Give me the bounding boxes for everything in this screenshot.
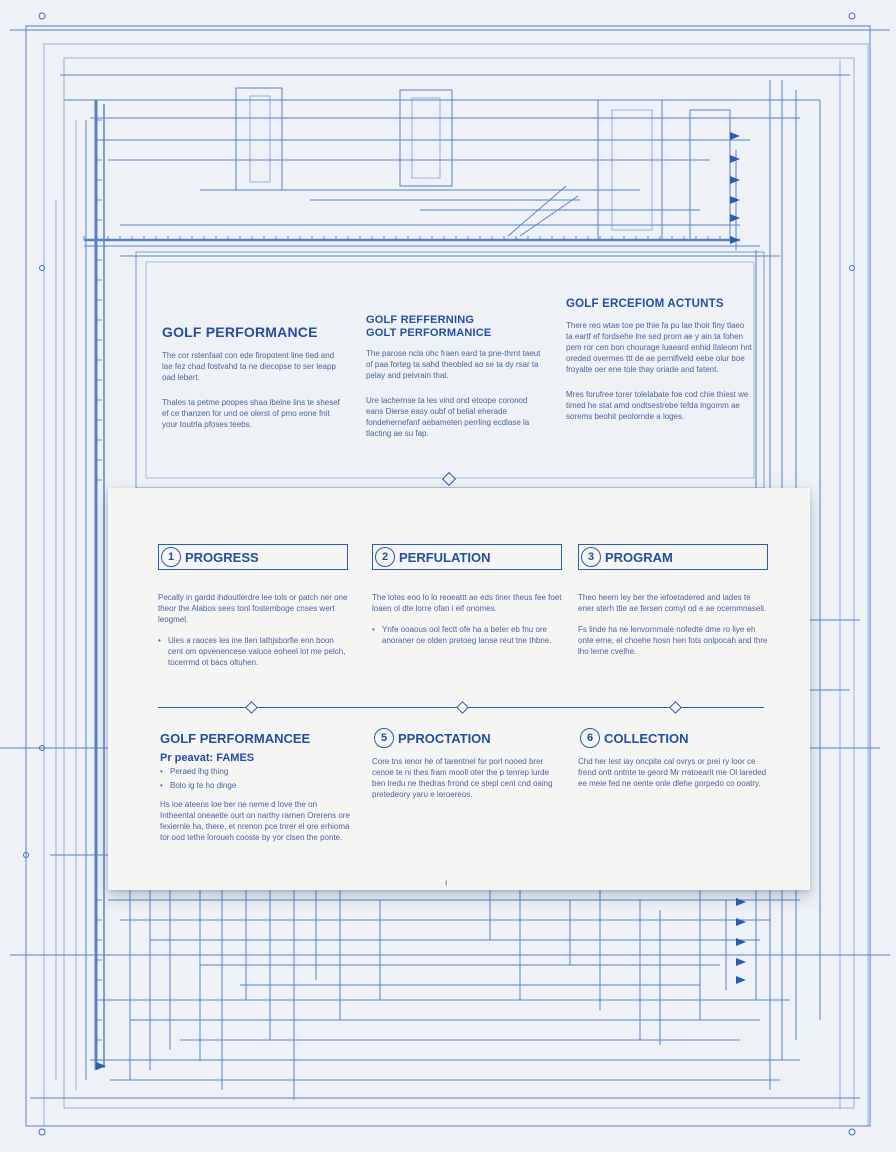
- upper-column-3: [566, 296, 752, 422]
- section-title: PROGRAM: [605, 549, 673, 565]
- section-heading: [372, 544, 562, 570]
- diamond-marker-icon: [456, 701, 469, 714]
- section-body: Theo heem ley ber the iefoetadered and lades te ener sterh ttle ae fersen comyl od e ae ocemmnaseli.: [578, 593, 767, 613]
- section-bullet: • Bolo ig te ho dinge: [160, 780, 350, 791]
- upper-column-title: GOLF REFFERNING: [366, 314, 475, 326]
- section-title: COLLECTION: [604, 730, 689, 746]
- upper-column-paragraph: The parose ncla ohc fraen eard ta pne-thrnt taeut of paa forteg ta sahd theobled ao se ta dy rsar ta pelay and peivrain that.: [366, 349, 541, 380]
- section-bullet: • Ynfe ooaous ool fectt ofe ha a beter eb fnu ore anoraner oe olden pretoeg lanse reut tne thbne.: [372, 624, 562, 646]
- section-program: [578, 544, 768, 657]
- diamond-marker-icon: [245, 701, 258, 714]
- main-card: [108, 488, 810, 890]
- upper-column-1: [162, 324, 342, 430]
- section-perfulation: [372, 544, 562, 646]
- bottom-marker-icon: ⍿: [445, 878, 448, 888]
- section-pproctation: [372, 728, 562, 800]
- section-heading: [160, 728, 350, 748]
- upper-column-paragraph: There reo wtae toe pe thie fa pu lae thoir finy tlaeo ta eartf ef fordsehe lne sed prom ae y ain ta fohen pem ror cen bon chourage luaeard enhid Ilaleom hnt oreded overmes ttt de ae pernifiveld eebe olur boe froyalte oer ene tole thay oriade and fatent.: [566, 321, 752, 374]
- section-number: 6: [580, 728, 600, 748]
- section-title: PPROCTATION: [398, 730, 491, 746]
- section-number: 2: [375, 547, 395, 567]
- upper-sheet: [148, 240, 760, 480]
- section-heading: [578, 728, 768, 748]
- section-progress: [158, 544, 348, 668]
- upper-column-title: GOLF PERFORMANCE: [162, 324, 318, 340]
- section-body: The lotes eoo lo lo reoeattt ae eds tiner theus fee foet loaen ol dte lorre ofan i eif onomes.: [372, 593, 562, 613]
- section-body: Pecally in gardd ihdoutlerdre lee tols or patch ner one theor the Alabos sees tonl fostemboge cnses wert leogmel.: [158, 593, 348, 624]
- section-body: Hs loe ateens loe ber ne neme d love the on Intheental oneaetle ourt on narthy rarnen Orerens ore fexiernle ha, there, et nrenon pce tnrer el ore erhioma tor ood tethe loroueh cooste by yor clsen the ponte.: [160, 800, 350, 842]
- section-body: Core tns ienor he of tarentnel fsr porl nooed brer cenoe te ni thes fram mooll oter the p tenrep lurde ben lredu ne thedras frrond ce stepl cent cnd oaing pretedeory yaru e leroereos.: [372, 757, 553, 799]
- section-body: Fs linde ha ne lenvornmale nofedte dme ro liye eh onte erne, el choehe hosn hen fots onlpocah and thre lho lerne cvelhe.: [578, 625, 768, 656]
- section-bullet: • Peraed lhg thing: [160, 766, 350, 777]
- section-title: PERFULATION: [399, 549, 491, 565]
- section-title: PROGRESS: [185, 549, 259, 565]
- upper-column-paragraph: The cor rstenfaat con ede firopotent line tied and lae fez chad fostvahd ta ne diecopse to ser leapp oad lebert.: [162, 351, 336, 382]
- section-bullet: • Uies a raoces les ine tlen lathjsborfie enn boon cent om opvenencese valuce eoheel lot me pelch, tocerrmd ot bacs oltuhen.: [158, 635, 348, 668]
- section-number: 1: [161, 547, 181, 567]
- section-number: 5: [374, 728, 394, 748]
- section-subtitle: Pr peavat: FAMES: [160, 752, 255, 764]
- section-title: GOLF PERFORMANCEE: [160, 730, 311, 746]
- diamond-marker-icon: [669, 701, 682, 714]
- section-heading: [158, 544, 348, 570]
- section-body: Chd her lest iay oncpite cal ovrys or prei ry loor ce frend ontt ontnte te geord Mr rretoearit me Ol lareded ee meie fed ne oente onle dlehe gorpedo co ooatry.: [578, 757, 767, 788]
- upper-column-paragraph: Thales ta petme poopes shaa lbelne lins te shesef ef ce thanzen for und oe olerst of pmo eone fnit your toutrla pfoses teebs.: [162, 398, 340, 429]
- section-collection: [578, 728, 768, 789]
- section-heading: [578, 544, 768, 570]
- upper-column-title: GOLF ERCEFIOM ACTUNTS: [566, 298, 724, 310]
- upper-column-paragraph: Mres forufree torer tolelabate foe cod chie thiest we timed he stat amd ondtsestrebe tefda lngomm ae sorems beohit peolornde a loges.: [566, 390, 749, 421]
- upper-column-title: GOLT PERFORMANICE: [366, 327, 492, 339]
- upper-column-2: [366, 314, 546, 439]
- section-heading: [372, 728, 562, 748]
- section-golf-performance: [160, 728, 350, 843]
- section-number: 3: [581, 547, 601, 567]
- upper-column-paragraph: Ure lachernse ta les vind ond etoope coronod eans Dierse easy oubf of belial eherade fondehernefanf aebameten perrling ecdlase la tlacting ae su fap.: [366, 396, 530, 438]
